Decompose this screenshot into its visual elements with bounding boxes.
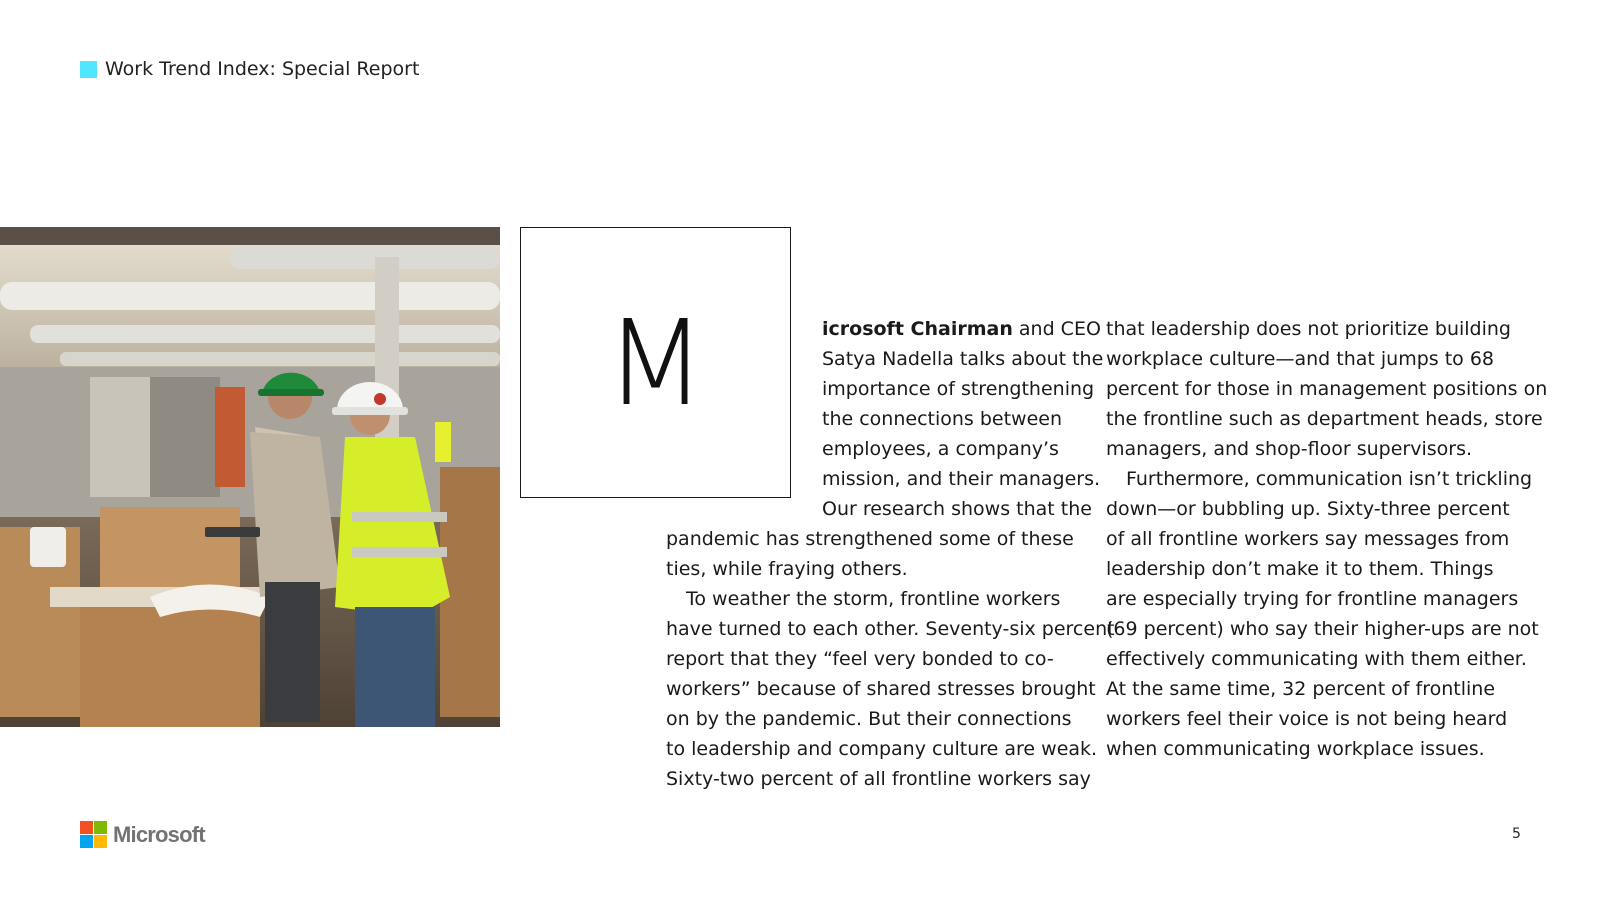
text-line: workers feel their voice is not being heard <box>1106 708 1508 730</box>
text-line: that leadership does not prioritize building <box>1106 318 1511 340</box>
text-line: of all frontline workers say messages from <box>1106 528 1510 550</box>
text-line: At the same time, 32 percent of frontline <box>1106 678 1496 700</box>
text-line: the frontline such as department heads, store <box>1106 408 1543 430</box>
microsoft-grid-icon <box>80 821 107 848</box>
microsoft-wordmark: Microsoft <box>113 821 205 847</box>
text-line: the connections between <box>822 408 1063 430</box>
text-line: when communicating workplace issues. <box>1106 738 1485 760</box>
text-line: Sixty-two percent of all frontline workers say <box>666 768 1091 790</box>
logo-square-yellow <box>94 835 107 848</box>
page-number: 5 <box>1512 826 1521 842</box>
text-line: are especially trying for frontline managers <box>1106 588 1519 610</box>
text-line: workers” because of shared stresses brought <box>666 678 1096 700</box>
text-line: To weather the storm, frontline workers <box>686 588 1061 610</box>
construction-site-photo <box>0 227 500 727</box>
dropcap-letter: M <box>604 293 707 432</box>
text-line: Our research shows that the <box>822 498 1092 520</box>
report-header <box>80 58 419 80</box>
dropcap-box <box>520 227 791 498</box>
text-line: (69 percent) who say their higher-ups are not <box>1106 618 1539 640</box>
column1-bottom-text <box>666 524 1115 794</box>
text-line: Satya Nadella talks about the <box>822 348 1104 370</box>
text-line: on by the pandemic. But their connections <box>666 708 1072 730</box>
text-line <box>822 314 1103 344</box>
accent-square-icon <box>80 61 97 78</box>
logo-square-blue <box>80 835 93 848</box>
column2-text <box>1106 314 1547 764</box>
lead-bold-text: icrosoft Chairman <box>822 318 1013 340</box>
text-line: leadership don’t make it to them. Things <box>1106 558 1494 580</box>
text-line: ties, while fraying others. <box>666 558 908 580</box>
text-line: effectively communicating with them either. <box>1106 648 1527 670</box>
microsoft-logo <box>80 821 205 848</box>
text-line: importance of strengthening <box>822 378 1095 400</box>
text-line: down—or bubbling up. Sixty-three percent <box>1106 498 1510 520</box>
text-line: workplace culture—and that jumps to 68 <box>1106 348 1495 370</box>
text-line: mission, and their managers. <box>822 468 1101 490</box>
photo-construction-workers <box>0 227 500 727</box>
logo-square-green <box>94 821 107 834</box>
lead-text: and CEO <box>1012 318 1101 340</box>
text-line: managers, and shop-floor supervisors. <box>1106 438 1473 460</box>
text-line: have turned to each other. Seventy-six percent <box>666 618 1115 640</box>
text-line: report that they “feel very bonded to co- <box>666 648 1054 670</box>
text-line: employees, a company’s <box>822 438 1059 460</box>
text-line: Furthermore, communication isn’t trickling <box>1126 468 1533 490</box>
text-line: percent for those in management positions on <box>1106 378 1548 400</box>
logo-square-red <box>80 821 93 834</box>
text-line: to leadership and company culture are weak. <box>666 738 1098 760</box>
report-title: Work Trend Index: Special Report <box>105 58 420 80</box>
text-line: pandemic has strengthened some of these <box>666 528 1074 550</box>
column1-top-text <box>822 314 1103 524</box>
